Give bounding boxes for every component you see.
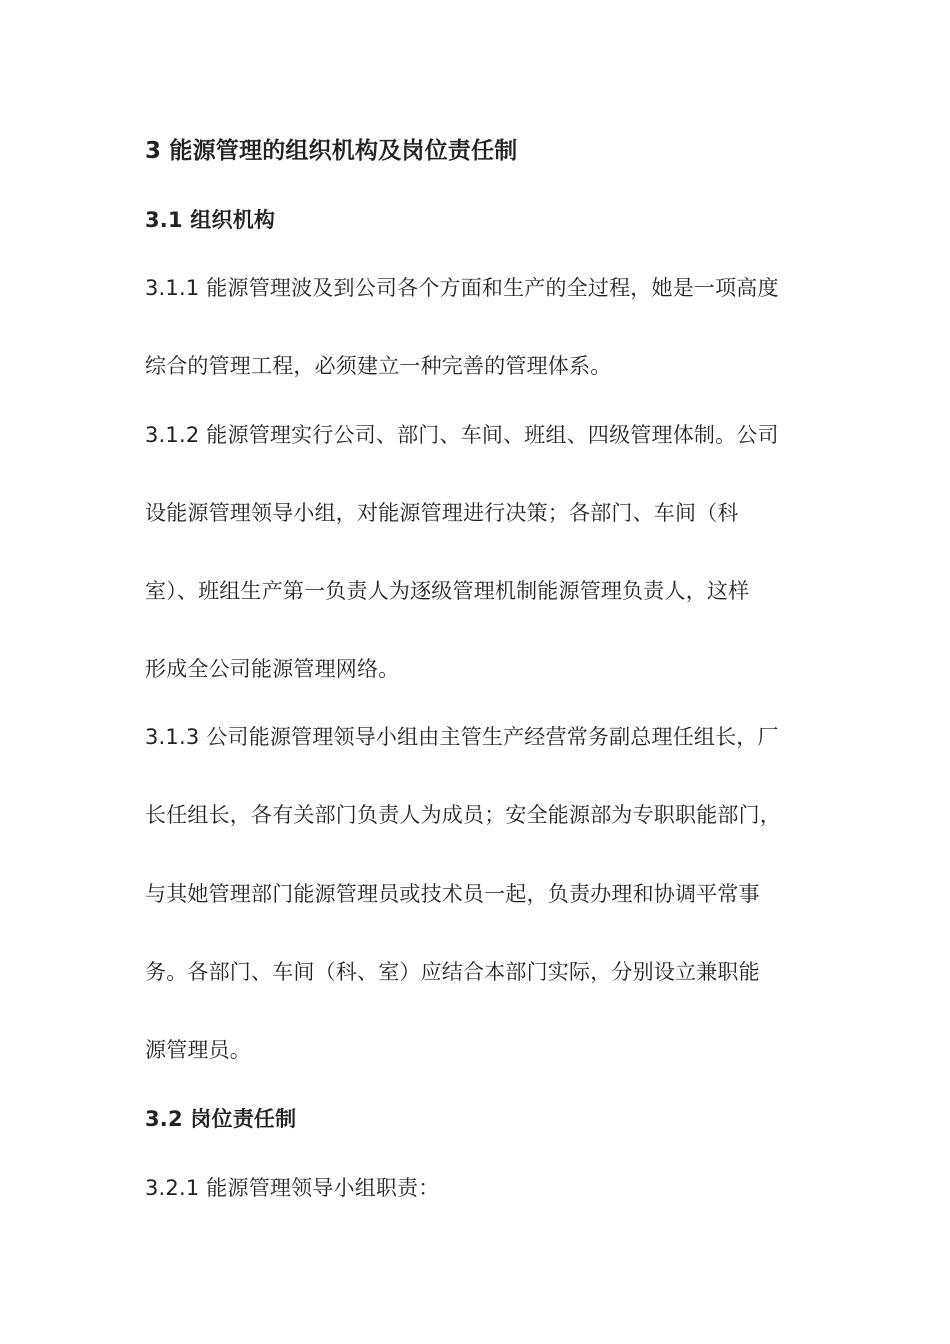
paragraph-3-1-2-line-4: 形成全公司能源管理网络。	[145, 657, 400, 681]
section-heading-3: 3 能源管理的组织机构及岗位责任制	[145, 138, 518, 164]
paragraph-3-1-3-line-5: 源管理员。	[145, 1038, 251, 1062]
paragraph-3-1-3-line-3: 与其她管理部门能源管理员或技术员一起，负责办理和协调平常事	[145, 882, 760, 906]
paragraph-3-2-1: 3.2.1 能源管理领导小组职责：	[145, 1176, 440, 1200]
paragraph-3-1-2-line-2: 设能源管理领导小组，对能源管理进行决策；各部门、车间（科	[145, 501, 739, 525]
paragraph-3-1-1-line-2: 综合的管理工程，必须建立一种完善的管理体系。	[145, 354, 612, 378]
paragraph-3-1-1-line-1: 3.1.1 能源管理波及到公司各个方面和生产的全过程，她是一项高度	[145, 276, 779, 300]
subsection-heading-3-1: 3.1 组织机构	[145, 208, 276, 232]
subsection-heading-3-2: 3.2 岗位责任制	[145, 1107, 297, 1131]
paragraph-3-1-3-line-4: 务。各部门、车间（科、室）应结合本部门实际，分别设立兼职能	[145, 960, 760, 984]
paragraph-3-1-2-line-3: 室）、班组生产第一负责人为逐级管理机制能源管理负责人，这样	[145, 579, 750, 603]
paragraph-3-1-3-line-2: 长任组长，各有关部门负责人为成员；安全能源部为专职职能部门，	[145, 803, 781, 827]
paragraph-3-1-2-line-1: 3.1.2 能源管理实行公司、部门、车间、班组、四级管理体制。公司	[145, 423, 779, 447]
paragraph-3-1-3-line-1: 3.1.3 公司能源管理领导小组由主管生产经营常务副总理任组长，厂	[145, 725, 779, 749]
